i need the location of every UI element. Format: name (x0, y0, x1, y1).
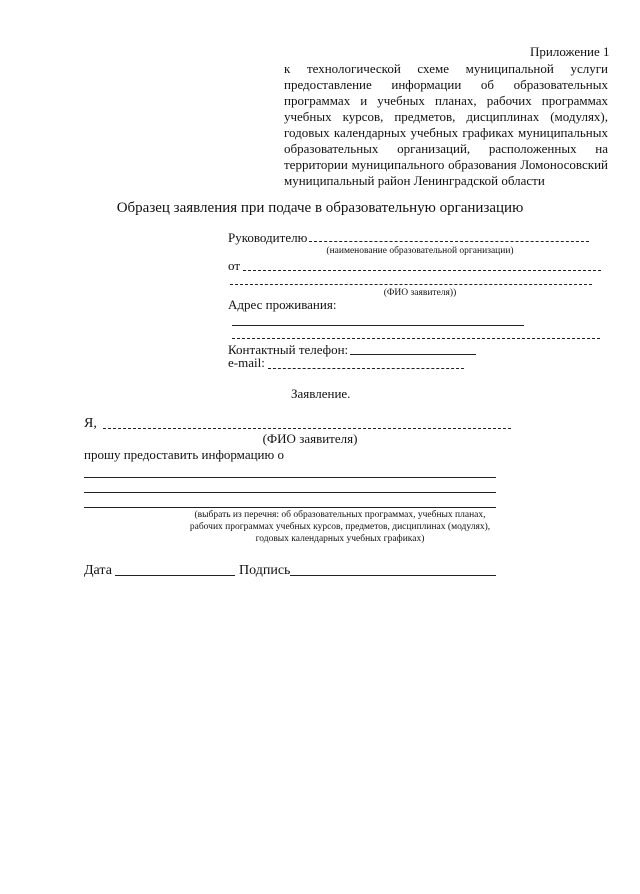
choice-caption-line: (выбрать из перечня: об образовательных программах, учебных планах, (194, 510, 486, 520)
appendix-line: программах и учебных планах, рабочих программах (284, 93, 608, 108)
phone-line[interactable] (350, 354, 476, 355)
request-text: прошу предоставить информацию о (84, 447, 284, 462)
signature-line[interactable] (290, 575, 496, 576)
organization-name-line[interactable] (309, 241, 589, 242)
applicant-caption: (ФИО заявителя)) (383, 288, 457, 298)
address-label: Адрес проживания: (228, 297, 337, 312)
date-label: Дата (84, 563, 112, 578)
email-label: e-mail: (228, 355, 265, 370)
applicant-name-line[interactable] (243, 270, 601, 271)
fio-caption: (ФИО заявителя) (262, 431, 358, 446)
signature-label: Подпись (239, 563, 291, 578)
appendix-line: предоставление информации об образовательных (284, 77, 608, 92)
choice-caption-line: годовых календарных учебных графиках) (255, 534, 425, 544)
appendix-label: Приложение 1 (530, 44, 610, 59)
applicant-name-line-2[interactable] (230, 284, 592, 285)
address-line-2[interactable] (232, 338, 600, 339)
email-line[interactable] (268, 368, 464, 369)
appendix-line: учебных курсов, предметов, дисциплинах (модулях), (284, 109, 608, 124)
from-label: от (228, 258, 241, 273)
form-title: Образец заявления при подаче в образовательную организацию (116, 200, 524, 216)
appendix-text (284, 61, 608, 189)
info-line-1[interactable] (84, 477, 496, 478)
date-line[interactable] (115, 575, 235, 576)
appendix-line: к технологической схеме муниципальной услуги (284, 61, 608, 76)
applicant-fio-line[interactable] (103, 428, 511, 429)
appendix-line: годовых календарных учебных графиках муниципальных (284, 125, 608, 140)
info-line-2[interactable] (84, 492, 496, 493)
organization-caption: (наименование образовательной организации) (326, 246, 514, 256)
choice-caption-line: рабочих программах учебных курсов, предметов, дисциплинах (модулях), (189, 522, 491, 532)
choice-caption (160, 509, 520, 545)
i-label: Я, (84, 416, 97, 431)
address-line-1[interactable] (232, 325, 524, 326)
appendix-line: муниципальный район Ленинградской области (284, 173, 545, 188)
statement-title: Заявление. (291, 386, 351, 401)
appendix-line: территории муниципального образования Ломоносовский (284, 157, 608, 172)
phone-label: Контактный телефон: (228, 342, 349, 357)
to-label: Руководителю (228, 230, 308, 245)
appendix-line: образовательных организаций, расположенных на (284, 141, 608, 156)
info-line-3[interactable] (84, 507, 496, 508)
